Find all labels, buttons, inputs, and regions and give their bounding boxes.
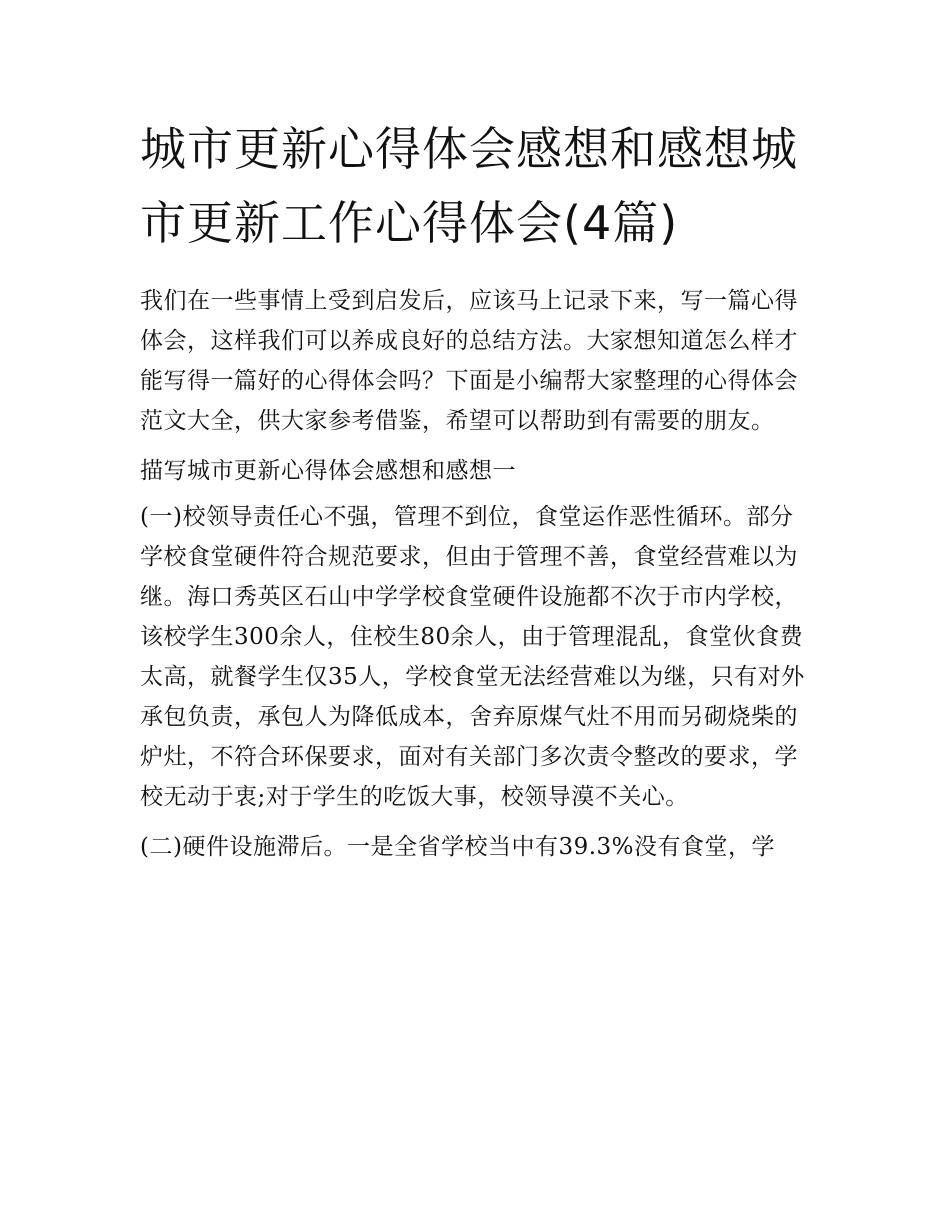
intro-paragraph: 我们在一些事情上受到启发后，应该马上记录下来，写一篇心得体会，这样我们可以养成良好的总结方法。大家想知道怎么样才能写得一篇好的心得体会吗？下面是小编帮大家整理的心得体会范文大全，供大家参考借鉴，希望可以帮助到有需要的朋友。 [140, 288, 798, 434]
paragraph-point-one: (一)校领导责任心不强，管理不到位，食堂运作恶性循环。部分学校食堂硬件符合规范要求，但由于管理不善，食堂经营难以为继。海口秀英区石山中学学校食堂硬件设施都不次于市内学校，该校学生300余人，住校生80余人，由于管理混乱，食堂伙食费太高，就餐学生仅35人，学校食堂无法经营难以为继，只有对外承包负责，承包人为降低成本，舍弃原煤气灶不用而另砌烧柴的炉灶，不符合环保要求，面对有关部门多次责令整改的要求，学校无动于衷;对于学生的吃饭大事，校领导漠不关心。 [140, 504, 805, 810]
paragraph-point-two: (二)硬件设施滞后。一是全省学校当中有39.3%没有食堂，学 [140, 834, 776, 860]
document-title: 城市更新心得体会感想和感想城市更新工作心得体会(4篇) [140, 122, 798, 250]
section-heading: 描写城市更新心得体会感想和感想一 [140, 458, 516, 484]
document-body [140, 281, 812, 877]
